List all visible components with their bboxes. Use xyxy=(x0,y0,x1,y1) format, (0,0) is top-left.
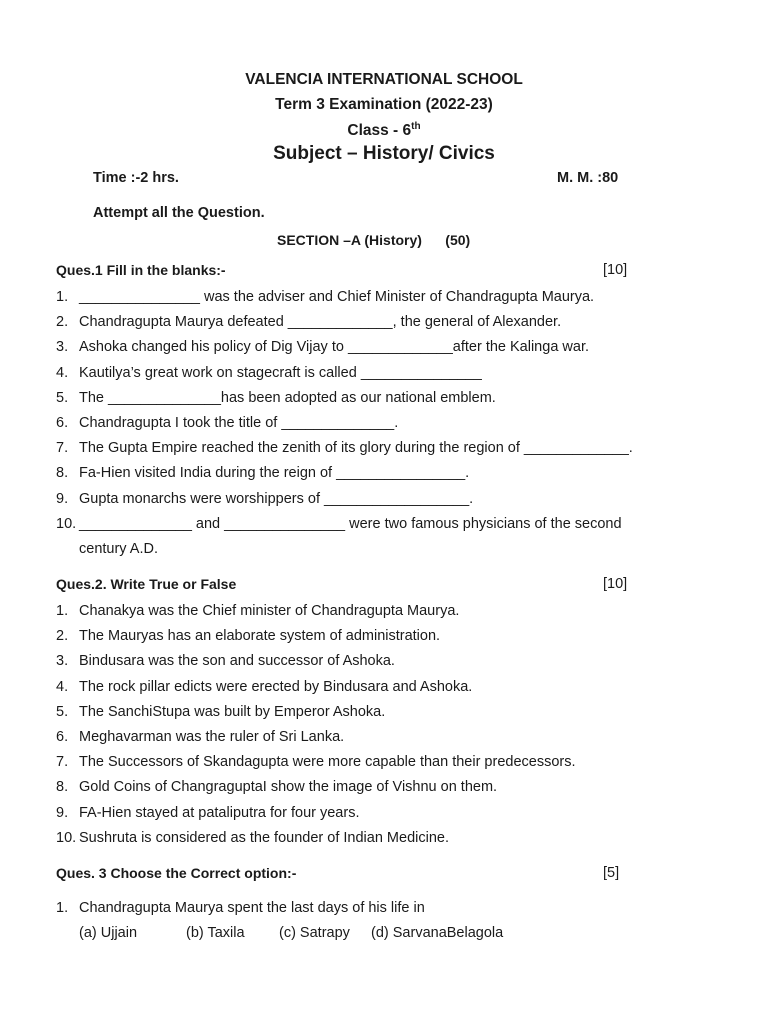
subject-title: Subject – History/ Civics xyxy=(273,143,495,164)
q3-option: (c) Satrapy xyxy=(279,925,350,941)
instruction: Attempt all the Question. xyxy=(93,205,265,221)
question-number: 4. xyxy=(56,364,69,381)
question-text: _______________ was the adviser and Chief Minister of Chandragupta Maurya. xyxy=(79,289,595,305)
question-number: 8. xyxy=(56,465,69,482)
question-number: 7. xyxy=(56,440,69,457)
q3-option: (a) Ujjain xyxy=(79,925,138,941)
class-superscript: th xyxy=(411,121,421,132)
q3-title: Ques. 3 Choose the Correct option:- xyxy=(56,865,297,881)
question-text: Bindusara was the son and successor of Ashoka. xyxy=(79,653,395,670)
question-text: Chanakya was the Chief minister of Chandragupta Maurya. xyxy=(79,603,460,619)
question-number: 1. xyxy=(56,900,69,916)
q1-marks: [10] xyxy=(603,262,628,278)
question-text: The rock pillar edicts were erected by Bindusara and Ashoka. xyxy=(79,678,473,695)
question-text: The SanchiStupa was built by Emperor Ashoka. xyxy=(79,703,386,720)
question-text: Gold Coins of ChangraguptaI show the image of Vishnu on them. xyxy=(79,779,498,796)
question-text: Chandragupta Maurya defeated _____________, the general of Alexander. xyxy=(79,314,562,331)
school-name: VALENCIA INTERNATIONAL SCHOOL xyxy=(245,71,523,88)
question-number: 2. xyxy=(56,314,69,331)
q3-option: (b) Taxila xyxy=(186,925,245,941)
question-number: 2. xyxy=(56,628,69,645)
question-text: The ______________has been adopted as our national emblem. xyxy=(79,389,496,406)
question-text: Ashoka changed his policy of Dig Vijay to _____________after the Kalinga war. xyxy=(79,339,589,356)
max-marks: M. M. :80 xyxy=(557,170,619,186)
question-number: 7. xyxy=(56,754,69,771)
question-number: 5. xyxy=(56,703,69,720)
question-text: Chandragupta I took the title of ______________. xyxy=(79,415,399,431)
question-number: 6. xyxy=(56,729,69,745)
question-number: 9. xyxy=(56,804,69,821)
class-label xyxy=(0,121,768,140)
question-text: ______________ and _______________ were two famous physicians of the second xyxy=(79,515,622,532)
question-text: The Successors of Skandagupta were more capable than their predecessors. xyxy=(79,754,576,771)
question-number: 6. xyxy=(56,415,69,431)
exam-term: Term 3 Examination (2022-23) xyxy=(275,96,493,113)
q3-option: (d) SarvanaBelagola xyxy=(371,925,504,941)
q2-title: Ques.2. Write True or False xyxy=(56,576,237,592)
question-number: 3. xyxy=(56,339,69,356)
question-text: Fa-Hien visited India during the reign of ________________. xyxy=(79,465,470,482)
question-text: FA-Hien stayed at pataliputra for four years. xyxy=(79,804,360,821)
question-number: 10. xyxy=(56,829,77,846)
question-text: Chandragupta Maurya spent the last days of his life in xyxy=(79,900,425,916)
q1-title: Ques.1 Fill in the blanks:- xyxy=(56,262,226,278)
q2-marks: [10] xyxy=(603,576,628,592)
question-number: 3. xyxy=(56,653,69,670)
question-text: Gupta monarchs were worshippers of __________________. xyxy=(79,490,474,507)
question-text: The Gupta Empire reached the zenith of its glory during the region of _____________. xyxy=(79,440,633,457)
question-number: 1. xyxy=(56,289,69,305)
question-text: Sushruta is considered as the founder of Indian Medicine. xyxy=(79,829,449,846)
question-number: 10. xyxy=(56,515,77,532)
section-heading: SECTION –A (History) (50) xyxy=(277,232,471,248)
q3-marks: [5] xyxy=(603,865,620,881)
question-number: 5. xyxy=(56,389,69,406)
question-number: 4. xyxy=(56,678,69,695)
question-number: 9. xyxy=(56,490,69,507)
time-allowed: Time :-2 hrs. xyxy=(93,170,179,186)
question-text: Meghavarman was the ruler of Sri Lanka. xyxy=(79,729,345,745)
q1-item10-continuation: century A.D. xyxy=(79,541,158,557)
question-number: 8. xyxy=(56,779,69,796)
question-text: The Mauryas has an elaborate system of administration. xyxy=(79,628,441,645)
question-text: Kautilya’s great work on stagecraft is called _______________ xyxy=(79,364,482,381)
class-text: Class - 6 xyxy=(347,122,412,140)
question-number: 1. xyxy=(56,603,69,619)
